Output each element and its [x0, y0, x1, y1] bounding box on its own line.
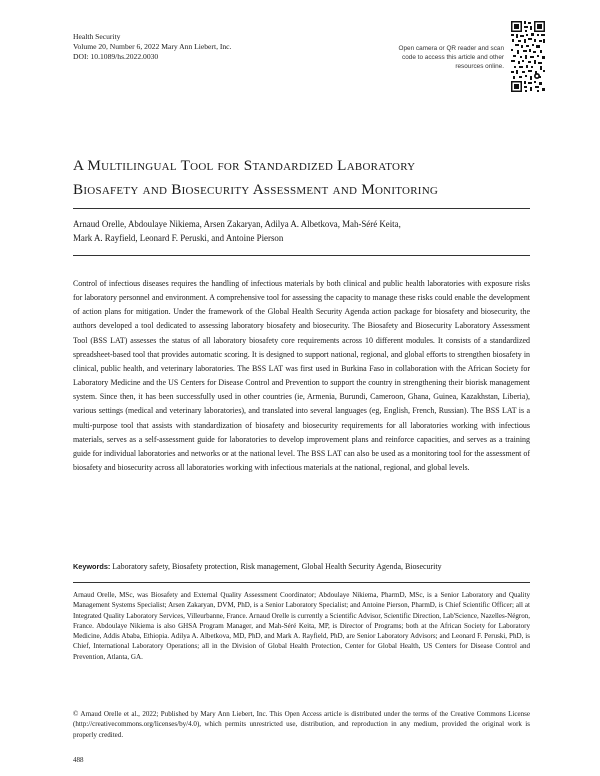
title-rule — [73, 208, 530, 209]
affiliation-rule — [73, 582, 530, 583]
author-line-1: Arnaud Orelle, Abdoulaye Nikiema, Arsen Zakaryan, Adilya A. Albetkova, Mah-Séré Keita, — [73, 219, 401, 229]
keywords-text: Laboratory safety, Biosafety protection, Risk management, Global Health Security Agenda, Biosecurity — [112, 562, 442, 571]
journal-name: Health Security — [73, 32, 121, 41]
qr-note: Open camera or QR reader and scan code to access this article and other resources online. — [398, 45, 504, 71]
title-line-1: A Multilingual Tool for Standardized Laboratory — [73, 157, 416, 174]
journal-info — [73, 32, 231, 63]
copyright-notice: © Arnaud Orelle et al., 2022; Published by Mary Ann Liebert, Inc. This Open Access article is distributed under the terms of the Creative Commons License (http://creativecommons.org/licenses/by/4.0), which permits unrestricted use, distribution, and reproduction in any medium, provided the original work is properly credited. — [73, 710, 530, 739]
author-affiliations: Arnaud Orelle, MSc, was Biosafety and External Quality Assessment Coordinator; Abdoulaye Nikiema, PharmD, MSc, is a Senior Laboratory and Quality Management Systems Specialist; Arsen Zakaryan, DVM, PhD, is a Senior Laboratory Specialist; and Antoine Pierson, PharmD, is Chief Scientific Officer; all at Integrated Quality Laboratory Services, Villeurbanne, France. Arnaud Orelle is currently a Scientific Advisor, Scientific Direction, Lab'Science, Nazelles-Négron, France. Abdoulaye Nikiema is also GHSA Program Manager, and Mah-Séré Keita, MP, is Director of Programs; both at the African Society for Laboratory Medicine, Addis Ababa, Ethiopia. Adilya A. Albetkova, MD, PhD, and Mark A. Rayfield, PhD, are Senior Laboratory Advisors; and Leonard F. Peruski, PhD, is Chief, International Laboratory Operations; all in the Division of Global Health Protection, Center for Global Health, US Centers for Disease Control and Prevention, Atlanta, GA. — [73, 591, 530, 661]
author-list — [73, 217, 533, 245]
journal-volume: Volume 20, Number 6, 2022 Mary Ann Liebert, Inc. — [73, 42, 232, 52]
keywords-label: Keywords: — [73, 562, 111, 571]
title-line-2: Biosafety and Biosecurity Assessment and Monitoring — [73, 181, 439, 198]
page-number: 488 — [73, 756, 84, 764]
author-line-2: Mark A. Rayfield, Leonard F. Peruski, and Antoine Pierson — [73, 233, 284, 244]
article-title — [73, 154, 533, 202]
keywords — [73, 561, 530, 573]
journal-doi: DOI: 10.1089/hs.2022.0030 — [73, 52, 159, 62]
abstract: Control of infectious diseases requires the handling of infectious materials by both clinical and public health laboratories with exposure risks for laboratory personnel and environment. A comprehensive tool for assessing the capacity to manage these risks could enable the development of action plans for mitigation. Under the framework of the Global Health Security Agenda action package for biosafety and biosecurity, the authors developed a tool dedicated to assessing laboratory biosafety and biosecurity. The Biosafety and Biosecurity Laboratory Assessment Tool (BSS LAT) assesses the status of all laboratory biosafety core requirements across 10 different modules. It consists of a standardized spreadsheet-based tool that provides automatic scoring. It is designed to support national, regional, and global efforts to strengthen biosafety in clinical, public health, and veterinary laboratories. The BSS LAT was first used in Burkina Faso in collaboration with the African Society for Laboratory Medicine and the US Centers for Disease Control and Prevention to support the country in strengthening their biorisk management system. Since then, it has been successfully used in other countries (ie, Armenia, Burundi, Cameroon, Ghana, Guinea, Kazakhstan, Liberia), various settings (medical and veterinary laboratories), and translated into several languages (eg, English, French, Russian). The BSS LAT is a multi-purpose tool that assists with standardization of biosafety and biosecurity requirements for all laboratories working with infectious materials, serves as a self-assessment guide for laboratories to develop improvement plans and reinforce capacities, and serves as a training guide for individual laboratories and networks or at the national level. The BSS LAT can also be used as a monitoring tool for the assessment of biosafety and biosecurity across all laboratories working with infectious materials at the national, regional, and global levels. — [73, 279, 530, 473]
qr-code-icon[interactable] — [510, 20, 546, 93]
author-rule — [73, 255, 530, 256]
